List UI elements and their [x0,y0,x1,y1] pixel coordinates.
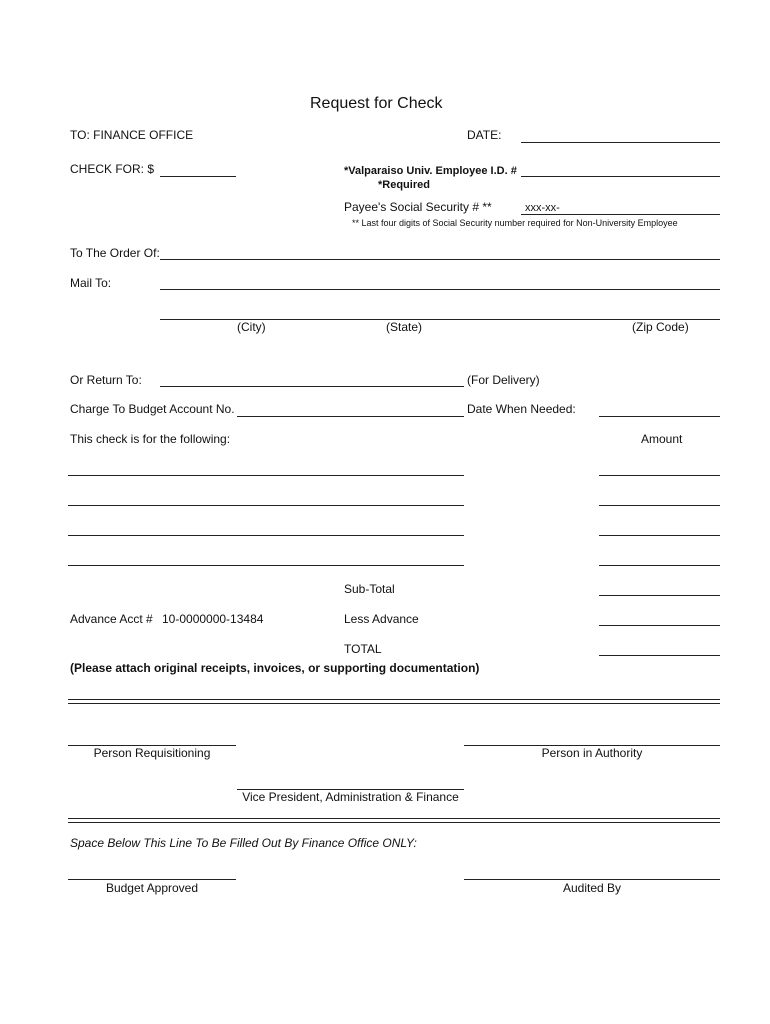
check-amount-field[interactable] [160,176,236,177]
budget-account-label: Charge To Budget Account No. [70,402,235,416]
advance-acct-label: Advance Acct # [70,612,153,626]
line-item-amount-1[interactable] [599,475,720,476]
attach-note: (Please attach original receipts, invoices, or supporting documentation) [70,661,480,675]
total-field[interactable] [599,655,720,656]
city-label: (City) [237,320,266,334]
page-title: Request for Check [310,95,443,112]
line-item-description-4[interactable] [68,565,464,566]
line-item-amount-3[interactable] [599,535,720,536]
date-needed-field[interactable] [599,416,720,417]
budget-approved-label: Budget Approved [105,881,199,895]
line-item-description-1[interactable] [68,475,464,476]
finance-only-note: Space Below This Line To Be Filled Out By Finance Office ONLY: [70,836,417,850]
section-divider-1 [68,699,720,704]
employee-id-field[interactable] [521,176,720,177]
advance-acct-value: 10-0000000-13484 [162,612,264,626]
ssn-note: ** Last four digits of Social Security number required for Non-University Employee [352,218,678,228]
for-delivery-label: (For Delivery) [467,373,540,387]
zip-label: (Zip Code) [632,320,689,334]
return-to-label: Or Return To: [70,373,142,387]
order-of-label: To The Order Of: [70,246,160,260]
return-to-field[interactable] [160,386,464,387]
budget-account-field[interactable] [237,416,464,417]
check-for-following-label: This check is for the following: [70,432,231,446]
mail-to-field[interactable] [160,289,720,290]
order-of-field[interactable] [160,259,720,260]
subtotal-label: Sub-Total [344,582,395,596]
to-label: TO: FINANCE OFFICE [70,128,194,142]
total-label: TOTAL [344,642,382,656]
less-advance-label: Less Advance [344,612,419,626]
section-divider-2 [68,818,720,823]
amount-label: Amount [641,432,683,446]
employee-id-label: *Valparaiso Univ. Employee I.D. # [344,165,517,177]
vp-label: Vice President, Administration & Finance [242,790,459,804]
person-authority-label: Person in Authority [541,746,643,760]
ssn-label: Payee's Social Security # ** [344,200,492,214]
line-item-amount-4[interactable] [599,565,720,566]
audited-by-label: Audited By [562,881,622,895]
line-item-description-2[interactable] [68,505,464,506]
subtotal-field[interactable] [599,595,720,596]
line-item-description-3[interactable] [68,535,464,536]
less-advance-field[interactable] [599,625,720,626]
line-item-amount-2[interactable] [599,505,720,506]
required-note: *Required [378,179,430,191]
mail-to-label: Mail To: [70,276,112,290]
state-label: (State) [386,320,423,334]
budget-approved-signature[interactable] [68,879,236,880]
ssn-value: xxx-xx- [525,202,560,214]
date-needed-label: Date When Needed: [467,402,576,416]
date-field[interactable] [521,142,720,143]
ssn-field[interactable] [521,214,720,215]
audited-by-signature[interactable] [464,879,720,880]
date-label: DATE: [467,128,502,142]
check-for-label: CHECK FOR: $ [70,162,155,176]
person-requisitioning-label: Person Requisitioning [93,746,211,760]
